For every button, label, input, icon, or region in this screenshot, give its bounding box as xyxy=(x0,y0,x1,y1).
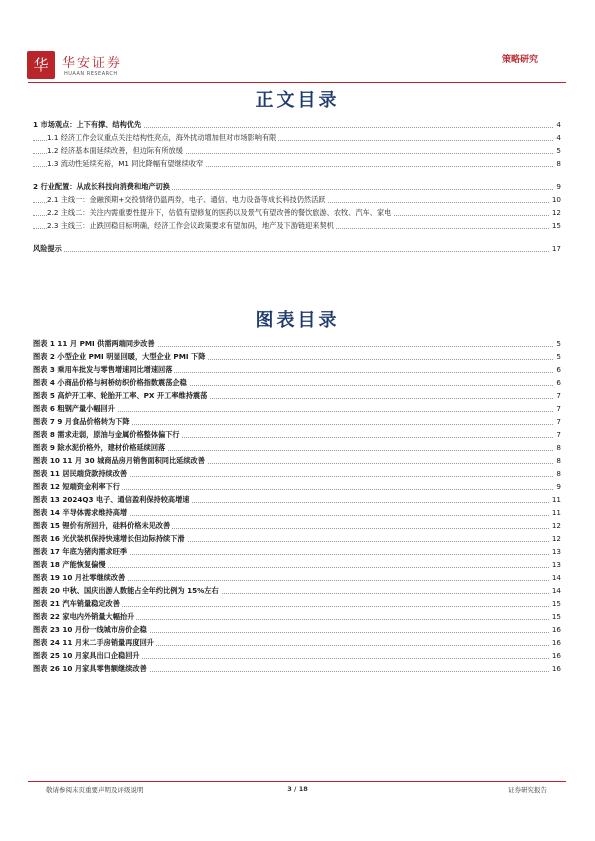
figure-list-entry[interactable] xyxy=(33,402,561,415)
entry-label: 图表 23 10 月份一线城市房价企稳 xyxy=(33,625,147,634)
entry-page-number: 14 xyxy=(551,573,561,582)
entry-page-number: 7 xyxy=(556,417,561,426)
entry-page-number: 7 xyxy=(556,391,561,400)
figure-list-entry[interactable] xyxy=(33,584,561,597)
entry-label: 图表 4 小商品价格与柯桥纺织价格指数震荡企稳 xyxy=(33,378,187,387)
report-type: 策略研究 xyxy=(501,55,538,65)
entry-label: 1.1 经济工作会议重点关注结构性亮点，海外扰动增加但对市场影响有限 xyxy=(47,133,277,142)
figures-list xyxy=(33,337,561,675)
entry-page-number: 17 xyxy=(551,244,561,253)
entry-label: 图表 25 10 月家具出口企稳回升 xyxy=(33,651,140,660)
figure-list-entry[interactable] xyxy=(33,454,561,467)
entry-label: 图表 15 锂价有所回升，硅料价格未见改善 xyxy=(33,521,171,530)
entry-page-number: 14 xyxy=(551,586,561,595)
entry-label: 1.2 经济基本面延续改善，但边际有所放缓 xyxy=(47,146,183,155)
entry-label: 2.1 主线一：金融预期+交投情绪仍温两券，电子、通信、电力设备等成长科技仍然活跃 xyxy=(47,195,326,204)
contents-title: 正文目录 xyxy=(255,90,340,111)
entry-page-number: 15 xyxy=(551,221,561,230)
entry-label: 图表 21 汽车销量稳定改善 xyxy=(33,599,120,608)
entry-label: 图表 1 11 月 PMI 供需两端同步改善 xyxy=(33,339,155,348)
entry-label: 图表 16 光伏装机保持快速增长但边际持续下滑 xyxy=(33,534,185,543)
entry-page-number: 5 xyxy=(556,352,561,361)
figure-list-entry[interactable] xyxy=(33,428,561,441)
entry-label: 图表 22 家电内外销量大幅抬升 xyxy=(33,612,135,621)
entry-label: 图表 24 11 月末二手房销量再度回升 xyxy=(33,638,154,647)
entry-page-number: 12 xyxy=(551,521,561,530)
entry-label: 图表 5 高炉开工率、轮胎开工率、PX 开工率维持震荡 xyxy=(33,391,208,400)
entry-label: 图表 6 粗钢产量小幅回升 xyxy=(33,404,115,413)
toc-subsection-entry[interactable] xyxy=(33,206,561,219)
entry-page-number: 13 xyxy=(551,560,561,569)
figure-list-entry[interactable] xyxy=(33,493,561,506)
toc-subsection-entry[interactable] xyxy=(33,131,561,144)
figure-list-entry[interactable] xyxy=(33,636,561,649)
figure-list-entry[interactable] xyxy=(33,571,561,584)
entry-page-number: 12 xyxy=(551,534,561,543)
entry-page-number: 8 xyxy=(556,469,561,478)
page-header xyxy=(0,0,595,80)
entry-page-number: 7 xyxy=(556,404,561,413)
entry-label: 1.3 流动性延续充裕，M1 同比降幅有望继续收窄 xyxy=(47,159,204,168)
figure-list-entry[interactable] xyxy=(33,506,561,519)
entry-page-number: 6 xyxy=(556,365,561,374)
figure-list-entry[interactable] xyxy=(33,337,561,350)
figure-list-entry[interactable] xyxy=(33,376,561,389)
entry-page-number: 11 xyxy=(551,495,561,504)
entry-label: 2.3 主线三：止跌回稳目标明确，经济工作会议政策要求有望加码，地产及下游链迎来契机 xyxy=(47,221,334,230)
toc-subsection-entry[interactable] xyxy=(33,219,561,232)
figure-list-entry[interactable] xyxy=(33,389,561,402)
entry-page-number: 15 xyxy=(551,612,561,621)
brand-name: 华安证券 xyxy=(62,56,123,71)
entry-label: 图表 11 居民端贷款持续改善 xyxy=(33,469,128,478)
figure-list-entry[interactable] xyxy=(33,441,561,454)
entry-page-number: 13 xyxy=(551,547,561,556)
entry-page-number: 16 xyxy=(551,638,561,647)
entry-page-number: 10 xyxy=(551,195,561,204)
footer-report-label: 证券研究报告 xyxy=(508,786,547,794)
entry-label: 图表 17 年底为猪肉需求旺季 xyxy=(33,547,128,556)
entry-page-number: 15 xyxy=(551,599,561,608)
entry-page-number: 9 xyxy=(556,482,561,491)
header-divider xyxy=(28,82,566,83)
entry-page-number: 11 xyxy=(551,508,561,517)
entry-label: 图表 14 半导体需求维持高增 xyxy=(33,508,128,517)
footer-divider xyxy=(28,781,566,782)
page-indicator: 3 / 18 xyxy=(287,785,308,793)
entry-label: 图表 2 小型企业 PMI 明显回暖，大型企业 PMI 下降 xyxy=(33,352,206,361)
entry-page-number: 16 xyxy=(551,651,561,660)
brand-logo: 华 xyxy=(27,51,55,79)
figure-list-entry[interactable] xyxy=(33,519,561,532)
entry-label: 图表 8 需求走弱，原油与金属价格整体偏下行 xyxy=(33,430,180,439)
figure-list-entry[interactable] xyxy=(33,350,561,363)
entry-label: 图表 7 9 月食品价格转为下降 xyxy=(33,417,130,426)
entry-label: 风险提示 xyxy=(33,244,62,253)
figure-list-entry[interactable] xyxy=(33,363,561,376)
entry-page-number: 16 xyxy=(551,664,561,673)
dot-leader xyxy=(33,251,561,252)
entry-label: 图表 26 10 月家具零售额继续改善 xyxy=(33,664,147,673)
figure-list-entry[interactable] xyxy=(33,480,561,493)
entry-page-number: 5 xyxy=(556,339,561,348)
figure-list-entry[interactable] xyxy=(33,532,561,545)
figure-list-entry[interactable] xyxy=(33,545,561,558)
toc-section-entry[interactable] xyxy=(33,180,561,193)
toc-subsection-entry[interactable] xyxy=(33,144,561,157)
toc-subsection-entry[interactable] xyxy=(33,193,561,206)
entry-label: 图表 20 中秋、国庆出游人数能占全年约比例为 15%左右 xyxy=(33,586,219,595)
entry-label: 2 行业配置：从成长科技向消费和地产切换 xyxy=(33,182,170,191)
entry-page-number: 7 xyxy=(556,430,561,439)
figure-list-entry[interactable] xyxy=(33,662,561,675)
dot-leader xyxy=(33,567,561,568)
entry-label: 图表 13 2024Q3 电子、通信盈利保持较高增速 xyxy=(33,495,190,504)
contents-list xyxy=(33,118,561,255)
entry-page-number: 4 xyxy=(556,133,561,142)
brand-name-en: HUAAN RESEARCH xyxy=(64,71,118,77)
toc-subsection-entry[interactable] xyxy=(33,157,561,170)
figure-list-entry[interactable] xyxy=(33,558,561,571)
entry-label: 图表 12 短端资金利率下行 xyxy=(33,482,120,491)
toc-section-entry[interactable] xyxy=(33,242,561,255)
entry-label: 图表 19 10 月社零继续改善 xyxy=(33,573,126,582)
entry-page-number: 5 xyxy=(556,146,561,155)
figure-list-entry[interactable] xyxy=(33,623,561,636)
entry-page-number: 6 xyxy=(556,378,561,387)
entry-page-number: 16 xyxy=(551,625,561,634)
entry-label: 图表 3 乘用车批发与零售增速同比增速回落 xyxy=(33,365,173,374)
entry-page-number: 8 xyxy=(556,443,561,452)
entry-page-number: 12 xyxy=(551,208,561,217)
entry-page-number: 8 xyxy=(556,456,561,465)
entry-page-number: 4 xyxy=(556,120,561,129)
figure-list-entry[interactable] xyxy=(33,415,561,428)
toc-section-entry[interactable] xyxy=(33,118,561,131)
figure-list-entry[interactable] xyxy=(33,597,561,610)
entry-label: 图表 9 除水泥价格外，建材价格延续回落 xyxy=(33,443,166,452)
entry-label: 2.2 主线二：关注内需重要性提升下，估值有望修复的医药以及景气有望改善的餐饮旅游、农牧、汽车、家电 xyxy=(47,208,392,217)
figure-list-entry[interactable] xyxy=(33,649,561,662)
entry-label: 1 市场观点：上下有撑、结构优先 xyxy=(33,120,142,129)
entry-label: 图表 18 产能恢复偏慢 xyxy=(33,560,106,569)
footer-disclaimer: 敬请参阅末页重要声明及评级说明 xyxy=(46,786,144,794)
entry-page-number: 9 xyxy=(556,182,561,191)
entry-page-number: 8 xyxy=(556,159,561,168)
figure-list-entry[interactable] xyxy=(33,467,561,480)
figure-list-entry[interactable] xyxy=(33,610,561,623)
entry-label: 图表 10 11 月 30 城商品房月销售面积同比延续改善 xyxy=(33,456,205,465)
figures-title: 图表目录 xyxy=(255,310,340,331)
